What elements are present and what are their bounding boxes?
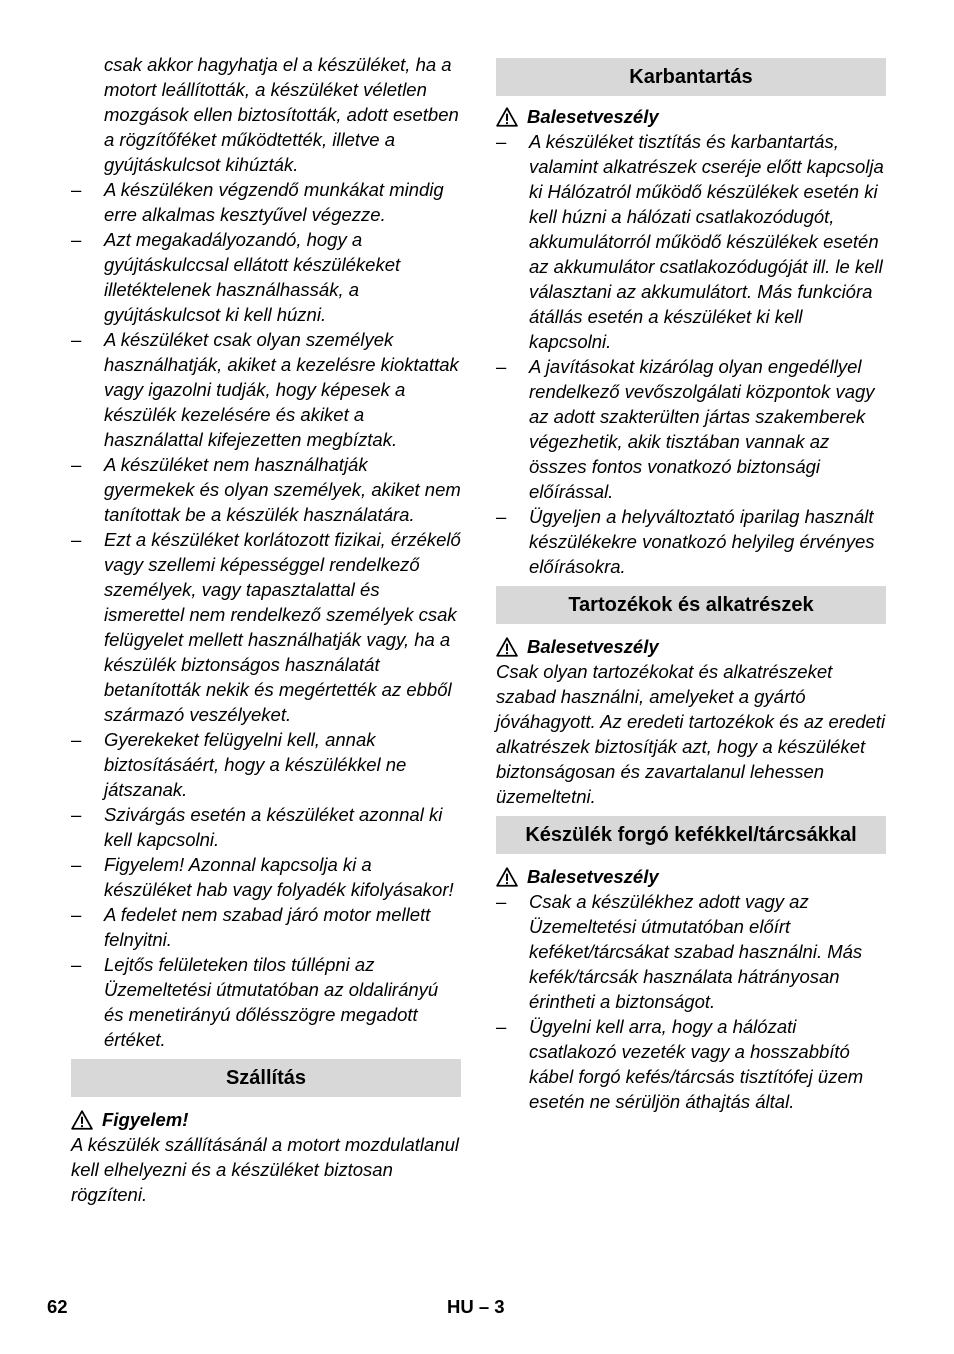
list-item: – A készüléket tisztítás és karbantartás, valamint alkatrészek cseréje előtt kapcsolja ki Hálózatról működő készülékek esetén ki kell húzni a hálózati csatlakozódugót, akkumulátorról működő készülékek esetén az akkumulátor csatlakozódugóját ill. le kell választani az akkumulátort. Más funkcióra átállás esetén a készüléket ki kell kapcsolni. — [496, 131, 884, 352]
list-item: – A készüléket nem használhatják gyermekek és olyan személyek, akiket nem tanítottak be a készülék használatára. — [71, 454, 461, 525]
warning-heading: Balesetveszély — [496, 104, 886, 129]
intro-continuation: csak akkor hagyhatja el a készüléket, ha a motort leállították, a készüléket véletlen mozgások ellen biztosították, adott esetben a rögzítőféket működtették, illetve a gyújtáskulcsot kihúzták. — [104, 54, 459, 175]
section-heading-maintenance: Karbantartás — [496, 58, 886, 96]
left-column — [71, 0, 461, 1207]
transport-body: A készülék szállításánál a motort mozdulatlanul kell elhelyezni és a készüléket biztosan rögzíteni. — [71, 1134, 460, 1205]
list-item: – Azt megakadályozandó, hogy a gyújtáskulccsal ellátott készülékeket illetéktelenek használhassák, a gyújtáskulcsot ki kell húzni. — [71, 229, 401, 325]
list-item: – A javításokat kizárólag olyan engedéllyel rendelkező vevőszolgálati központok vagy az adott szakterülten jártas szakemberek végezhetik, akik tisztában vannak az összes fontos vonatkozó biztonsági előírással. — [496, 356, 875, 502]
list-item: – Szivárgás esetén a készüléket azonnal ki kell kapcsolni. — [71, 804, 443, 850]
warning-triangle-icon — [496, 637, 518, 657]
list-item: – A készüléken végzendő munkákat mindig erre alkalmas kesztyűvel végezze. — [71, 179, 444, 225]
list-item: – Ügyelni kell arra, hogy a hálózati csatlakozó vezeték vagy a hosszabbító kábel forgó kefés/tárcsás tisztítófej üzem esetén ne sérüljön áthajtás által. — [496, 1016, 864, 1112]
warning-heading: Figyelem! — [71, 1107, 461, 1132]
right-column — [496, 0, 886, 1114]
list-item: – A fedelet nem szabad járó motor mellett felnyitni. — [71, 904, 431, 950]
warning-heading: Balesetveszély — [496, 864, 886, 889]
warning-triangle-icon — [71, 1110, 93, 1130]
maintenance-list — [496, 129, 886, 579]
list-item: – Csak a készülékhez adott vagy az Üzemeltetési útmutatóban előírt keféket/tárcsákat szabad használni. Más kefék/tárcsák használata hátrányosan érintheti a biztonságot. — [496, 891, 863, 1012]
list-item: – Gyerekeket felügyelni kell, annak biztosításáért, hogy a készülékkel ne játszanak. — [71, 729, 407, 800]
list-item: – Ezt a készüléket korlátozott fizikai, érzékelő vagy szellemi képességgel rendelkező személyek, vagy tapasztalattal és ismerettel nem rendelkező személyek csak felügyelet mellett használhatják vagy, ha a készülék biztonságos használatát betanították nekik és megértették az ebből származó veszélyeket. — [71, 529, 461, 725]
warning-triangle-icon — [496, 107, 518, 127]
page-number: 62 — [47, 1296, 68, 1317]
list-item: – A készüléket csak olyan személyek használhatják, akiket a kezelésre kioktattak vagy igazolni tudják, hogy képesek a készülék kezelésére és akiket a használattal kifejezetten megbíztak. — [71, 329, 459, 450]
section-heading-transport: Szállítás — [71, 1059, 461, 1097]
list-item: – Ügyeljen a helyváltoztató iparilag használt készülékekre vonatkozó helyileg érvényes előírásokra. — [496, 506, 875, 577]
list-item: – Figyelem! Azonnal kapcsolja ki a készüléket hab vagy folyadék kifolyásakor! — [71, 854, 454, 900]
warning-triangle-icon — [496, 867, 518, 887]
warning-heading: Balesetveszély — [496, 634, 886, 659]
brushes-list — [496, 889, 886, 1114]
list-item: – Lejtős felületeken tilos túllépni az Üzemeltetési útmutatóban az oldalirányú és menetirányú dőlésszögre megadott értéket. — [71, 954, 439, 1050]
language-page-label: HU – 3 — [447, 1296, 505, 1317]
left-bullet-list — [71, 177, 461, 1052]
section-heading-rotating-brushes: Készülék forgó kefékkel/tárcsákkal — [496, 816, 886, 854]
accessories-body: Csak olyan tartozékokat és alkatrészeket szabad használni, amelyeket a gyártó jóváhagyott. Az eredeti tartozékok és az eredeti alkatrészek biztosítják azt, hogy a készüléket biztonságosan és zavartalanul lehessen üzemeltetni. — [496, 661, 886, 807]
section-heading-accessories: Tartozékok és alkatrészek — [496, 586, 886, 624]
